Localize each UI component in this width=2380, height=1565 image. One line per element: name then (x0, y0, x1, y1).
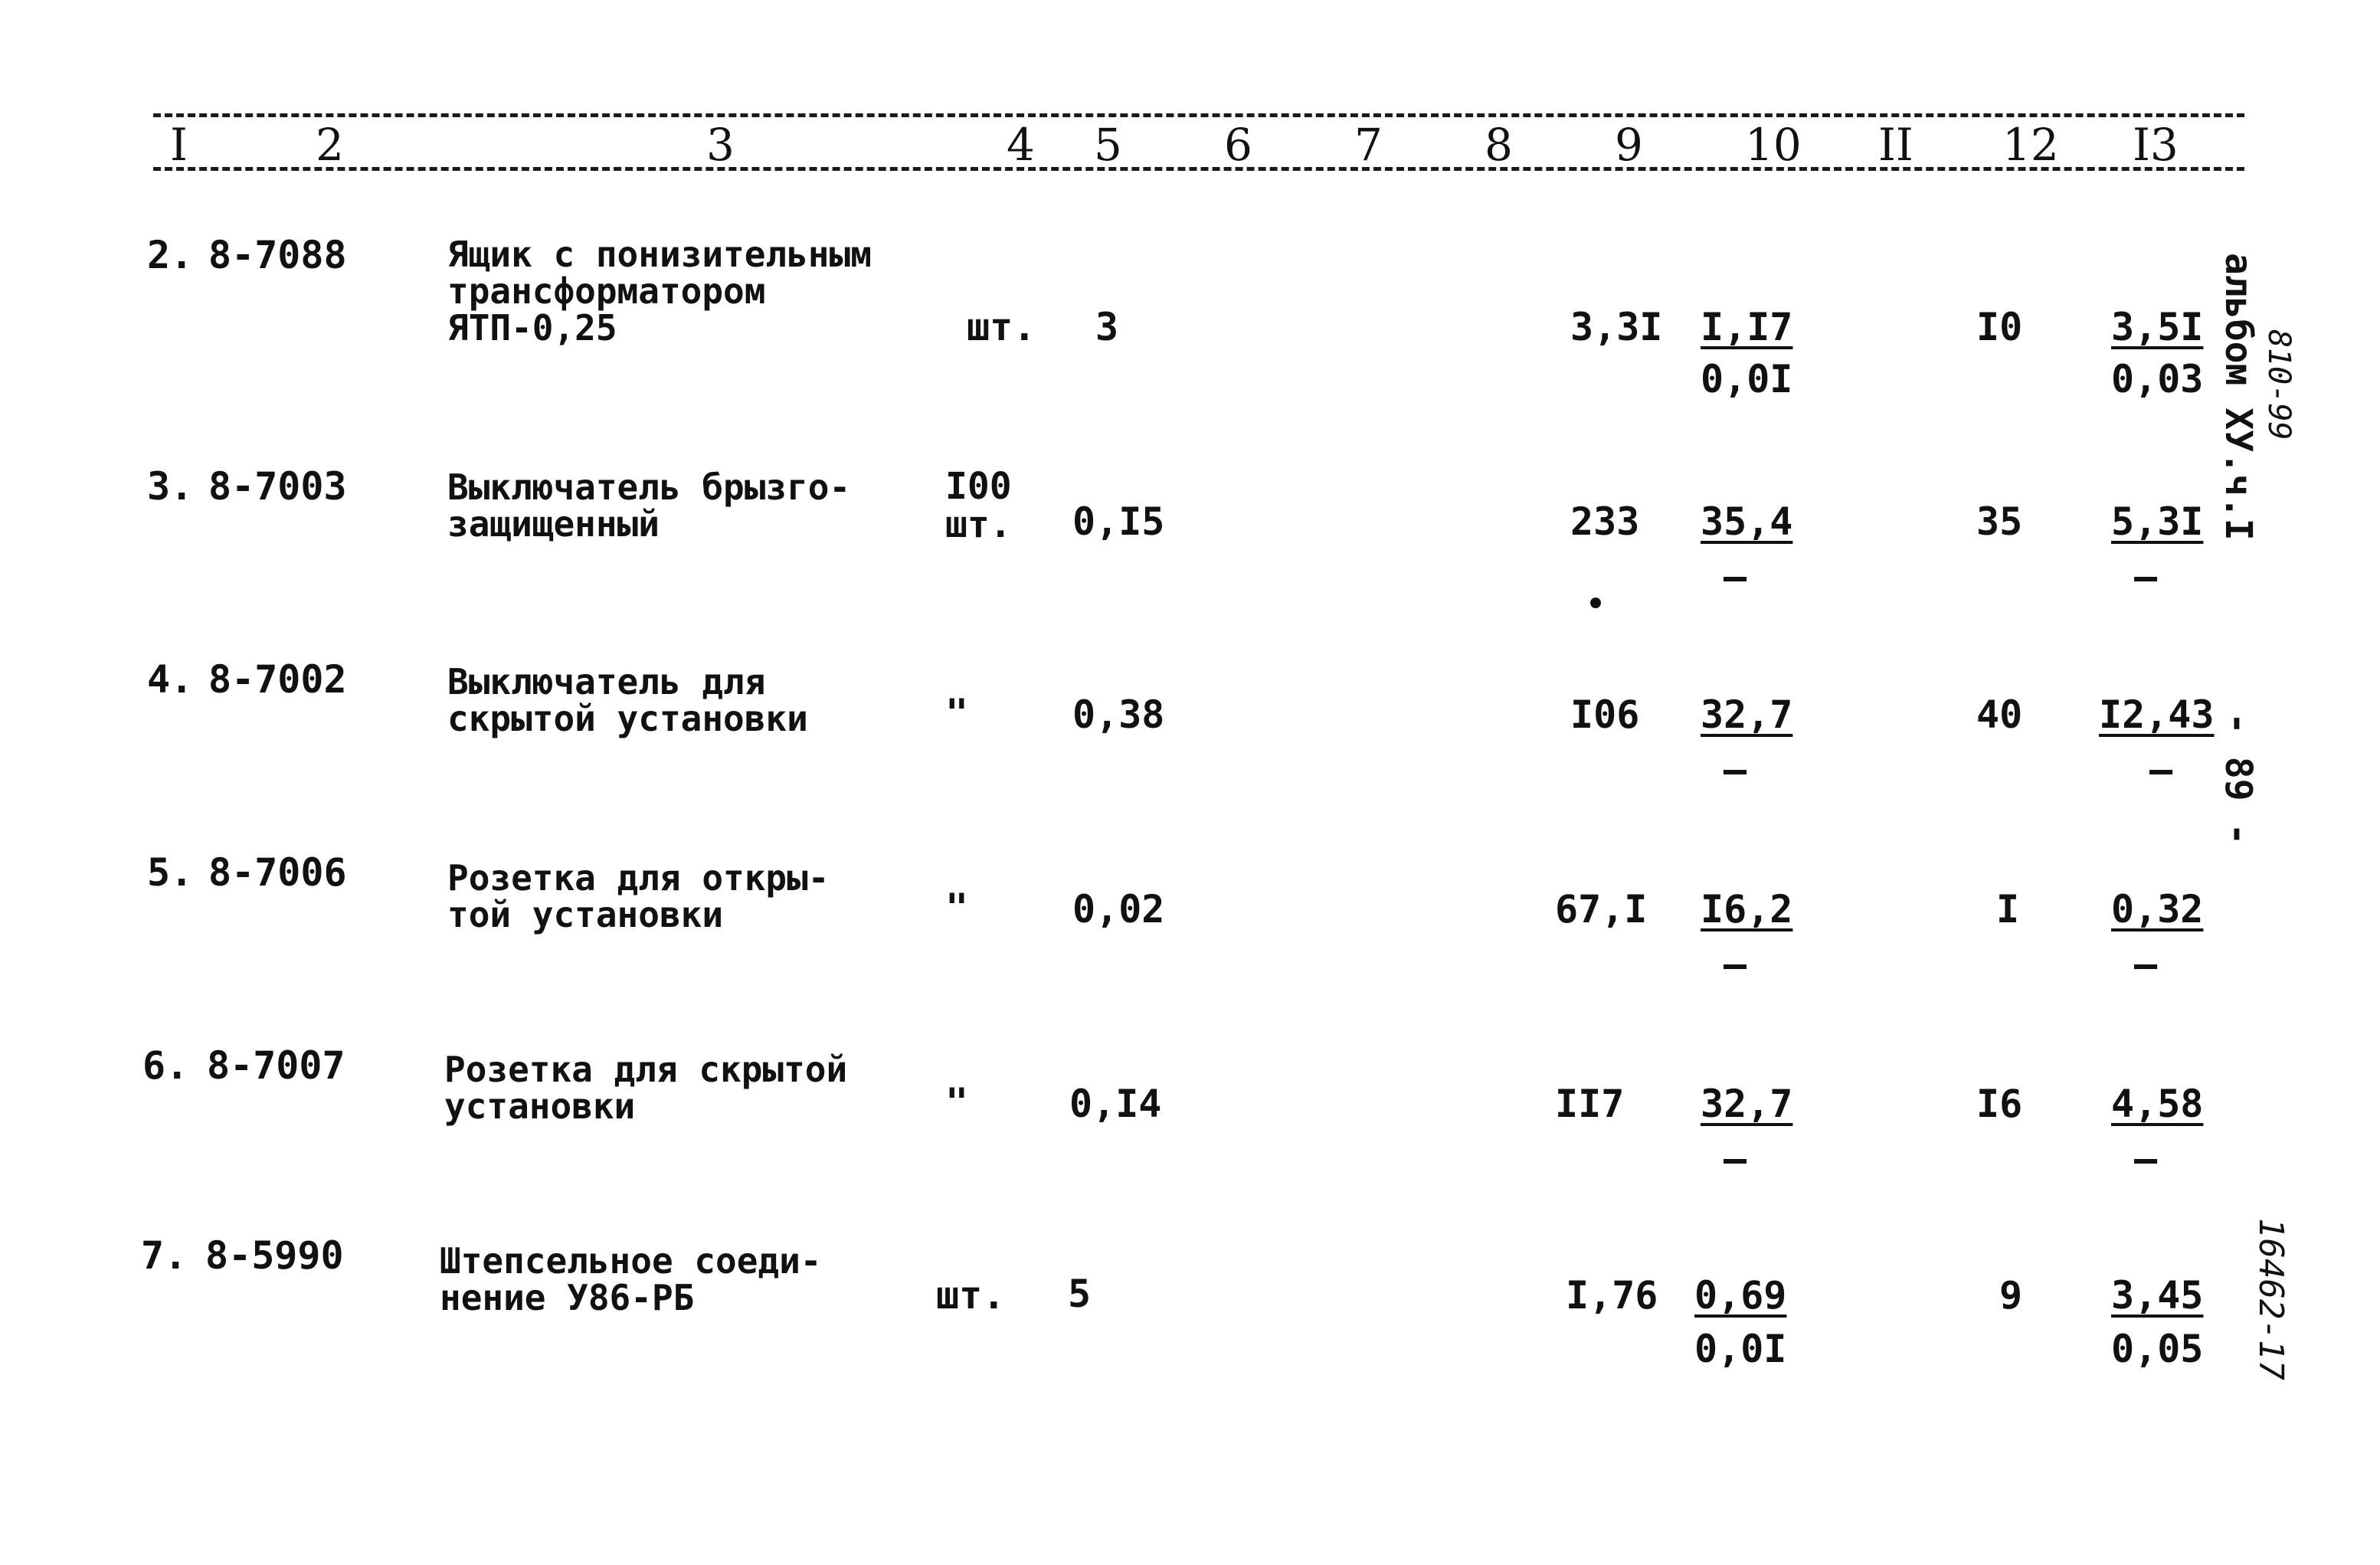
row-quantity: 3 (1095, 305, 1119, 349)
row-quantity: 0,I4 (1069, 1082, 1162, 1126)
col-header-10: 10 (1745, 119, 1802, 171)
col-header-3: 3 (706, 119, 735, 171)
row-col10-sub: – (1724, 942, 1747, 987)
row-col12: I0 (1976, 305, 2023, 349)
row-code: 8-7007 (207, 1043, 345, 1088)
scan-dot (1590, 598, 1601, 608)
row-number: 6. (142, 1043, 189, 1088)
col-header-13: I3 (2133, 119, 2179, 171)
row-col9: I,76 (1566, 1273, 1658, 1318)
row-code: 8-7002 (208, 657, 347, 702)
col-header-7: 7 (1354, 119, 1383, 171)
row-code: 8-7006 (208, 850, 347, 895)
row-col13-value: 5,3I (2111, 499, 2204, 544)
album-reference: альбом ХУ.ч.I (2217, 253, 2260, 541)
row-col10-sub: 0,0I (1694, 1327, 1787, 1371)
row-description: Ящик с понизительным трансформатором ЯТП-0,25 (447, 234, 872, 349)
row-col12: 9 (1999, 1273, 2023, 1318)
margin-code: 810-99 (2261, 329, 2297, 440)
col-header-12: 12 (2002, 119, 2059, 171)
row-col13-value: I2,43 (2099, 692, 2215, 737)
row-unit: I00 шт. (945, 465, 1012, 546)
row-col13-sub: – (2149, 748, 2173, 792)
row-col10-value: 0,69 (1694, 1273, 1787, 1318)
col-header-8: 8 (1485, 119, 1513, 171)
row-col12: 40 (1976, 692, 2023, 737)
row-quantity: 5 (1068, 1272, 1092, 1316)
row-col9: 233 (1570, 499, 1640, 544)
col-header-9: 9 (1615, 119, 1643, 171)
row-code: 8-5990 (205, 1233, 344, 1278)
col-header-5: 5 (1094, 119, 1122, 171)
header-rule-top (153, 113, 2244, 117)
row-code: 8-7088 (208, 233, 347, 277)
row-quantity: 0,38 (1072, 692, 1165, 737)
row-col13-value: 3,5I (2111, 305, 2204, 349)
row-col9: I06 (1570, 692, 1640, 737)
row-col10-value: I6,2 (1701, 887, 1793, 931)
row-col9: II7 (1555, 1082, 1625, 1126)
row-quantity: 0,02 (1072, 887, 1165, 931)
row-col12: 35 (1976, 499, 2023, 544)
row-unit: шт. (967, 305, 1036, 349)
row-number: 2. (147, 233, 194, 277)
row-col10-value: 35,4 (1701, 499, 1793, 544)
row-description: Выключатель брызго- защищенный (447, 467, 851, 545)
row-col12: I6 (1976, 1082, 2023, 1126)
row-number: 4. (147, 657, 194, 702)
row-unit: " (945, 886, 969, 930)
row-description: Розетка для скрытой установки (444, 1049, 848, 1127)
row-col13-sub: – (2134, 942, 2158, 987)
row-code: 8-7003 (208, 464, 347, 509)
row-col10-sub: – (1724, 1137, 1747, 1181)
row-number: 7. (141, 1233, 188, 1278)
row-unit: " (945, 1080, 969, 1125)
header-rule-bottom (153, 167, 2244, 171)
row-description: Розетка для откры- той установки (447, 857, 830, 935)
row-col9: 3,3I (1570, 305, 1663, 349)
col-header-4: 4 (1007, 119, 1035, 171)
col-header-2: 2 (316, 119, 344, 171)
row-description: Выключатель для скрытой установки (447, 661, 808, 739)
row-unit: " (945, 691, 969, 735)
row-col13-sub: – (2134, 1137, 2158, 1181)
document-number: 16462-17 (2251, 1218, 2290, 1380)
row-col13-sub: 0,05 (2111, 1327, 2204, 1371)
row-col10-sub: – (1724, 748, 1747, 792)
row-col9: 67,I (1555, 887, 1648, 931)
row-col13-sub: 0,03 (2111, 357, 2204, 401)
row-col10-sub: – (1724, 555, 1747, 599)
row-unit: шт. (936, 1273, 1006, 1318)
row-col10-value: 32,7 (1701, 1082, 1793, 1126)
row-col10-value: I,I7 (1701, 305, 1793, 349)
row-col13-sub: – (2134, 555, 2158, 599)
row-col13-value: 3,45 (2111, 1273, 2204, 1318)
row-col10-sub: 0,0I (1701, 357, 1793, 401)
row-col13-value: 4,58 (2111, 1082, 2204, 1126)
page-number: - 89 - (2217, 712, 2260, 846)
row-description: Штепсельное соеди- нение У86-РБ (440, 1240, 822, 1318)
row-col12: I (1996, 887, 2020, 931)
row-number: 5. (147, 850, 194, 895)
row-quantity: 0,I5 (1072, 499, 1165, 544)
row-number: 3. (147, 464, 194, 509)
row-col10-value: 32,7 (1701, 692, 1793, 737)
col-header-6: 6 (1224, 119, 1252, 171)
col-header-1: I (170, 119, 188, 171)
row-col13-value: 0,32 (2111, 887, 2204, 931)
col-header-11: II (1878, 119, 1913, 171)
